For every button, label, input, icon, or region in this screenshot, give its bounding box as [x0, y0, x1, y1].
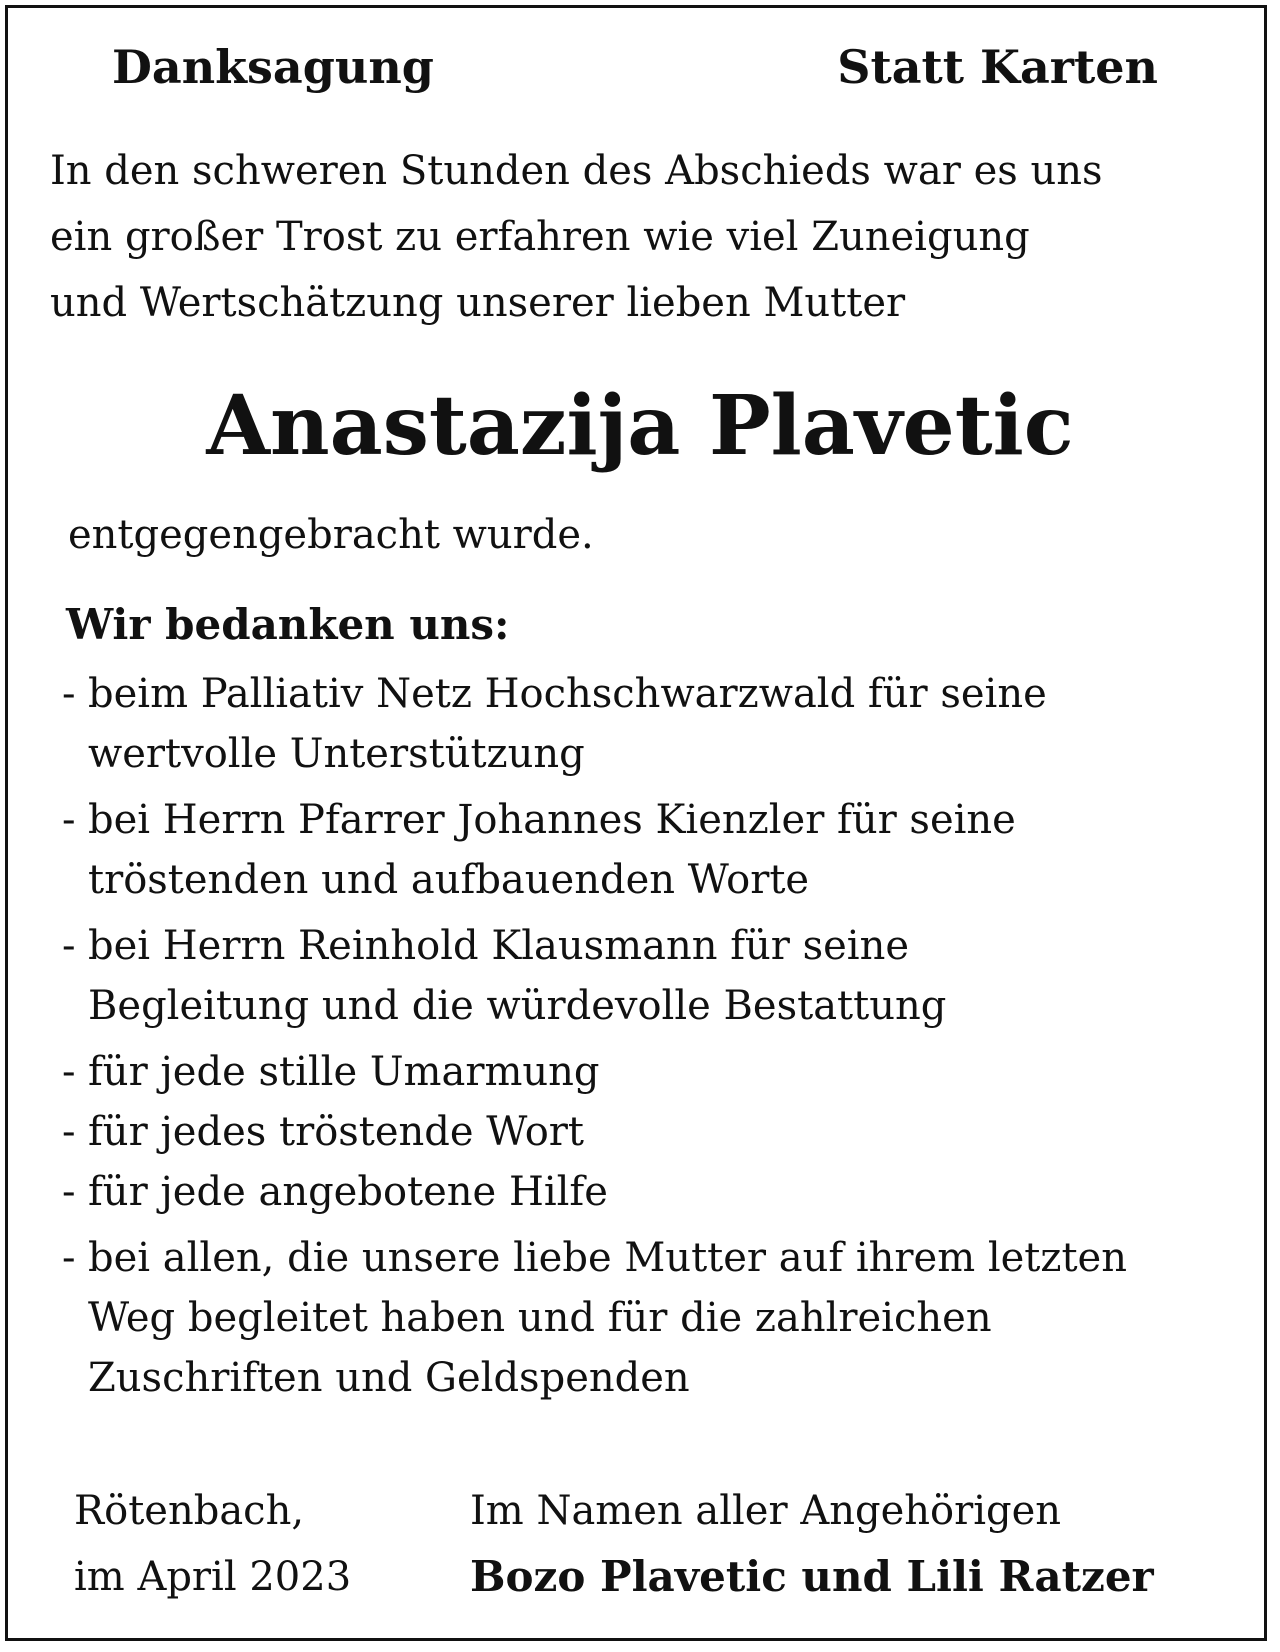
- intro-line: und Wertschätzung unserer lieben Mutter: [50, 280, 906, 326]
- list-item-line: wertvolle Unterstützung: [88, 731, 585, 777]
- footer-date: im April 2023: [74, 1554, 352, 1600]
- list-dash: -: [62, 1169, 76, 1215]
- list-dash: -: [62, 1109, 76, 1155]
- list-dash: -: [62, 671, 76, 717]
- list-item-line: tröstenden und aufbauenden Worte: [88, 857, 810, 903]
- list-item-line: für jedes tröstende Wort: [88, 1109, 584, 1155]
- list-item-line: für jede angebotene Hilfe: [88, 1169, 608, 1215]
- after-name-text: entgegengebracht wurde.: [68, 512, 594, 558]
- footer-on-behalf: Im Namen aller Angehörigen: [470, 1488, 1062, 1534]
- list-dash: -: [62, 923, 76, 969]
- list-dash: -: [62, 1235, 76, 1281]
- list-item-line: Begleitung und die würdevolle Bestattung: [88, 983, 947, 1029]
- list-item: [62, 1102, 1127, 1162]
- list-item-line: bei allen, die unsere liebe Mutter auf ihrem letzten: [88, 1235, 1127, 1281]
- list-item: [62, 1162, 1127, 1222]
- header-danksagung: Danksagung: [112, 40, 434, 94]
- list-item: [62, 916, 1127, 1036]
- list-item-line: beim Palliativ Netz Hochschwarzwald für seine: [88, 671, 1047, 717]
- thanks-list: [62, 664, 1127, 1414]
- list-item-line: bei Herrn Pfarrer Johannes Kienzler für seine: [88, 797, 1016, 843]
- deceased-name: Anastazija Plavetic: [206, 378, 1074, 474]
- list-item: [62, 1228, 1127, 1408]
- footer-signatories: Bozo Plavetic und Lili Ratzer: [470, 1552, 1154, 1601]
- intro-line: ein großer Trost zu erfahren wie viel Zuneigung: [50, 214, 1030, 260]
- list-item-line: Weg begleitet haben und für die zahlreichen: [88, 1295, 992, 1341]
- intro-text: [50, 138, 1103, 336]
- header-statt-karten: Statt Karten: [837, 40, 1158, 94]
- list-dash: -: [62, 1049, 76, 1095]
- list-item-line: für jede stille Umarmung: [88, 1049, 600, 1095]
- list-dash: -: [62, 797, 76, 843]
- list-item-line: bei Herrn Reinhold Klausmann für seine: [88, 923, 910, 969]
- list-item: [62, 664, 1127, 784]
- thanks-heading: Wir bedanken uns:: [66, 600, 510, 649]
- list-item: [62, 790, 1127, 910]
- list-item: [62, 1042, 1127, 1102]
- list-item-line: Zuschriften und Geldspenden: [88, 1355, 690, 1401]
- footer-place: Rötenbach,: [74, 1488, 305, 1534]
- intro-line: In den schweren Stunden des Abschieds war es uns: [50, 148, 1103, 194]
